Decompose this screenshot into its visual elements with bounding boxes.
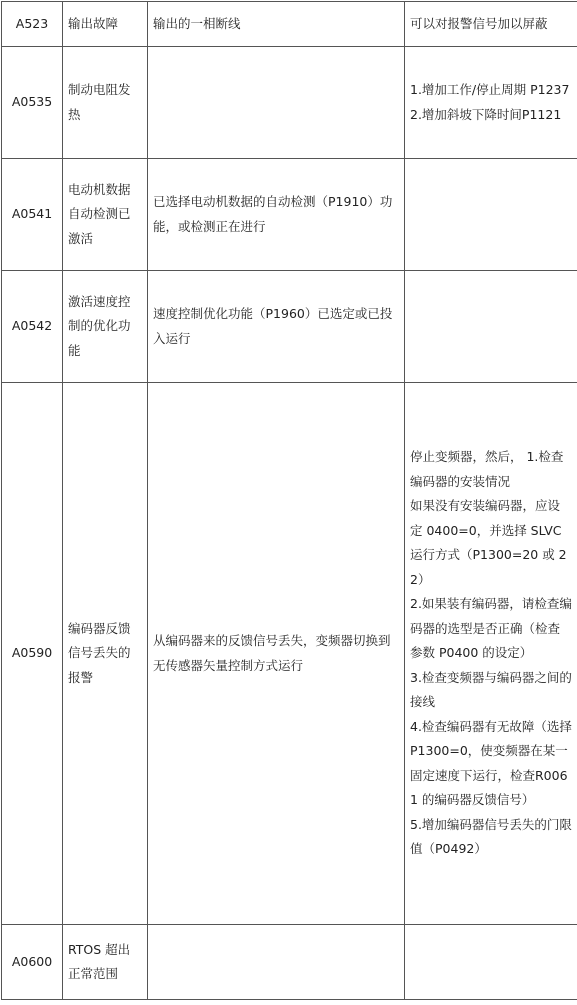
header-fault-cell: 输出故障: [63, 2, 148, 47]
description-cell: 已选择电动机数据的自动检测（P1910）功能，或检测正在进行: [148, 159, 405, 271]
alarm-code-cell: A0590: [2, 383, 63, 925]
action-cell: [405, 159, 577, 271]
alarm-code-cell: A0535: [2, 47, 63, 159]
fault-name-cell: 激活速度控制的优化功能: [63, 271, 148, 383]
alarm-code-cell: A0541: [2, 159, 63, 271]
description-cell: [148, 47, 405, 159]
alarm-code-cell: A0600: [2, 925, 63, 1000]
action-line: 如果没有安装编码器，应设定 0400=0，并选择 SLVC 运行方式（P1300=20 或 22）: [410, 494, 572, 592]
header-row: [2, 2, 577, 47]
action-cell: [405, 383, 577, 925]
fault-name-cell: 制动电阻发热: [63, 47, 148, 159]
header-desc-cell: 输出的一相断线: [148, 2, 405, 47]
alarm-table: [1, 1, 577, 1000]
action-line: 2.如果装有编码器，请检查编码器的选型是否正确（检查参数 P0400 的设定）: [410, 592, 572, 666]
table-row: [2, 159, 577, 271]
description-cell: 速度控制优化功能（P1960）已选定或已投入运行: [148, 271, 405, 383]
action-cell: [405, 925, 577, 1000]
fault-name-cell: 电动机数据自动检测已激活: [63, 159, 148, 271]
action-line: 3.检查变频器与编码器之间的接线: [410, 666, 572, 715]
header-code-cell: A523: [2, 2, 63, 47]
description-cell: [148, 925, 405, 1000]
description-cell: 从编码器来的反馈信号丢失，变频器切换到无传感器矢量控制方式运行: [148, 383, 405, 925]
table-row: [2, 925, 577, 1000]
table-row: [2, 383, 577, 925]
action-line: 5.增加编码器信号丢失的门限值（P0492）: [410, 813, 572, 862]
table-row: [2, 47, 577, 159]
action-cell: [405, 271, 577, 383]
header-action-cell: 可以对报警信号加以屏蔽: [405, 2, 577, 47]
action-line: 4.检查编码器有无故障（选择 P1300=0，使变频器在某一固定速度下运行，检查R0061 的编码器反馈信号）: [410, 715, 572, 813]
table-row: [2, 271, 577, 383]
fault-name-cell: RTOS 超出正常范围: [63, 925, 148, 1000]
alarm-code-cell: A0542: [2, 271, 63, 383]
action-cell: [405, 47, 577, 159]
fault-name-cell: 编码器反馈信号丢失的报警: [63, 383, 148, 925]
action-line: 1.增加工作/停止周期 P1237: [410, 78, 572, 103]
action-line: 停止变频器，然后， 1.检查编码器的安装情况: [410, 445, 572, 494]
action-line: 2.增加斜坡下降时间P1121: [410, 103, 572, 128]
